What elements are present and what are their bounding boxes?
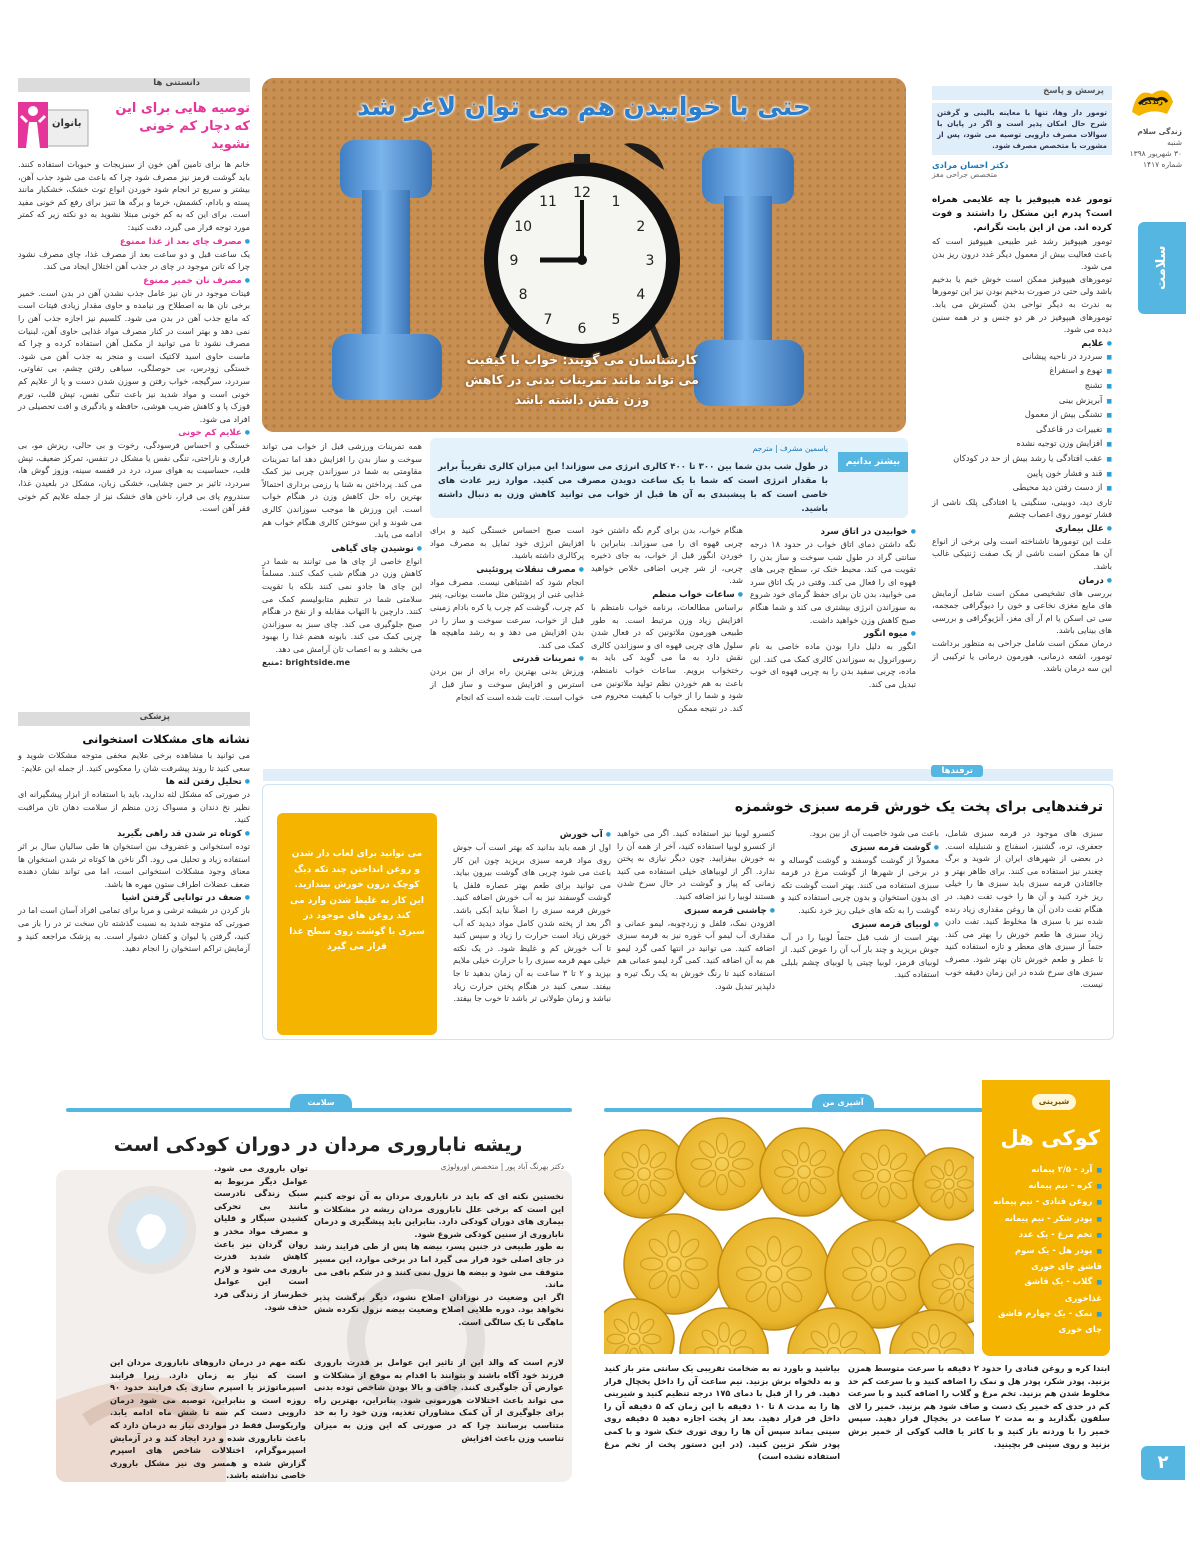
list-item: ■ عقب افتادگی یا رشد بیش از حد در کودکان [932, 452, 1112, 467]
health-p3: اگر این وضعیت در نوزادان اصلاح نشود، دیگر برگشت پذیر نخواهد بود. دوره طلایی اصلاح وضعیت بیضه نزول نکرده شش ماهگی تا یک سالگی است. [314, 1291, 564, 1327]
health-col-1 [314, 1190, 564, 1382]
left-h3: ● علایم کم خونی [18, 428, 250, 438]
feature-col-3 [430, 524, 584, 760]
qa-header [932, 86, 1112, 100]
feature-col2-heading: ● ساعات خواب منظم [591, 590, 743, 600]
page-number [1141, 1446, 1185, 1480]
medical-p3: باز کردن در شیشه ترشی و مربا برای تمامی افراد آسان است اما در صورتی که متوجه شدید به نسبت گذشته تان سخت تر در را باز می کنید، گرفتن پا لیوان و کفتان دشوار است. به پزشک مراجعه کنید و آزمایش تراکم استخوان را انجام دهید. [18, 905, 250, 954]
qa-intro-text: تومور دار وها، تنها با معاینه بالینی و گرفتن شرح حال امکان پذیر است و اگر در پایان با سوالات مصرف دارویی توصیه می شود، پس از مشورت با متخصص مصرف شود. [937, 108, 1107, 150]
recipe-step-2 [604, 1362, 840, 1480]
medical-header [18, 712, 250, 726]
left-p3: فیتات موجود در نان نیز عامل جذب نشدن آهن در بدن است. خمیر برخی نان ها به اصطلاح ور نیامده و حاوی مقدار زیادی فیتات است که مانع جذب آهن در بدن می شود. کلسیم نیز اجازه جذب آهن را نمی دهد و بهتر است در کنار مصرف مواد غذایی حاوی آهن، لبنیات مصرف نشود تا می توانید از مکمل آهن استفاده کرده و چرا که ماست حاوی اسید لاکتیک است و منجر به جذب آهن می شود. خستگی زودرس، بی حوصلگی، سیاهی رفتن چشم، بی تفاوتی، سردرد، سرگیجه، خواب رفتن و سوزن شدن دست و پا از علایم کم خونی است و مواد شدید نیز باعث تنگی نفس، تپش قلب، تورم قوزک پا و کاهش ضریب هوشی، حافظه و یادگیری و افت تحصیلی در افراد می شود. [18, 287, 250, 424]
feature-col4-heading: ● نوشیدن چای گیاهی [262, 544, 422, 554]
tips-c4-text: اول از همه باید بدانید که بهتر است آب جوش روی مواد قرمه سبزی بریزید چون این کار باعث می شود چربی های گوشت بیرون بیاید. می توانید برای طعم بهتر عصاره فلفل یا گوشت گوسفند نیز به آب خورش اضافه کنید. خورش قرمه سبزی را اصلاً نباید آبکی باشد. اگر بعد از پخته شدن کامل مواد دیدید که آب خورش زیاد است حرارت را زیاد و سپس کنید تا آب خورش کم و غلیظ شود. در یک نکته خیلی مهم قرمه سبزی را با حرارت خیلی ملایم بپزید و ۲ تا ۳ ساعت به آن زمان بدهید تا جا بیفتد. سعی کنید در هنگام پختن حرارت زیاد نباشد و زمان طولانی تر باشد تا خوب جا بیفتد. [453, 842, 611, 1004]
qa-cause-heading: ● علل بیماری [932, 524, 1112, 534]
left-h1: ● مصرف چای بعد از غذا ممنوع [18, 237, 250, 247]
clock-number: 1 [611, 194, 621, 211]
date: ۳۰ شهریور ۱۳۹۸ [1129, 149, 1182, 158]
feature-col1-heading-2: ● میوه انگور [750, 629, 916, 639]
qa-treatment-2: درمان ممکن است شامل جراحی به منظور برداشت تومور، اشعه درمانی، هورمون درمانی یا ترکیبی از این سه درمان باشد. [932, 638, 1112, 674]
masthead [1122, 82, 1182, 232]
list-item: ■ نمک - یک چهارم قاشق چای خوری [988, 1306, 1102, 1337]
recipe-step-1 [848, 1362, 1110, 1480]
qa-symptoms-list [932, 350, 1112, 496]
health-col-3 [110, 1356, 306, 1481]
tips-box [262, 766, 1114, 1040]
list-item: ■ تشنج [932, 379, 1112, 394]
clock-number: 5 [611, 311, 621, 328]
tips-c2-heading: ● گوشت قرمه سبزی [781, 843, 939, 853]
feature-col1-text: نگه داشتن دمای اتاق خواب در حدود ۱۸ درجه سانتی گراد در طول شب سوخت و ساز بدن را تقویت می کند. محیط خنک تر، سطح چربی های قهوه ای را فعال می کند. وقتی در یک اتاق سرد می خوابید، بدن تان برای حفظ گرمای خود شروع به سوزاندن انرژی بیشتری می کند و شما هنگام صبح کاهش وزن خواهید داشت. [750, 539, 916, 625]
clock-number: 6 [577, 321, 587, 337]
left-p1: خانم ها برای تامین آهن خون از سبزیجات و حبوبات استفاده کنند. باید گوشت قرمز نیز مصرف شود چرا که باعث می شود جذب آهن، بیشتر و سریع تر انجام شود خوردن انواع توت خشک، خشکبار مانند پسته و بادام، کشمش، خرما و برگه ها تنیز برای رفع کم خونی مفید است. برای این که به کم خونی مبتلا نشوید به دو نکته زیر که کمتر مورد توجه قرار می گیرد، دقت کنید: [18, 159, 250, 232]
list-item: ■ روغن قنادی - نیم پیمانه [988, 1194, 1102, 1210]
day: شنبه [1167, 138, 1182, 147]
medical-h3: ● ضعف در توانایی گرفتن اشیا [18, 893, 250, 903]
tips-c2-text-2: بهتر است از شب قبل حتماً لوبیا را در آب جوش بریزید و چند بار آب آن را عوض کنید. از لوبیای قرمز، لوبیا چیتی یا لوبیای چشم بلبلی استفاده کنید. [781, 931, 939, 980]
clock-number: 12 [573, 185, 591, 201]
medical-intro: می توانید با مشاهده برخی علایم مخفی متوجه مشکلات شوید و سعی کنید تا روند پیشرفت شان را معکوس کنید. از جمله این علایم: [18, 750, 250, 773]
feature-col3-text-3: ورزش بدنی بهترین راه برای از بین بردن استرس و افزایش سوخت و ساز قبل از خواب است. ثابت شده است که انجام [430, 666, 584, 702]
qa-intro [932, 103, 1112, 155]
more-info-box [430, 438, 908, 518]
health-title: ریشه ناباروری مردان در دوران کودکی است [113, 1134, 523, 1156]
health-col-1b [314, 1356, 564, 1476]
feature-col2-text-2: براساس مطالعات، برنامه خواب نامنظم با افزایش زیاد وزن مرتبط است. به طور طبیعی هورمون ملاتونین که در فعال شدن سلول های چربی قهوه ای و سوزاندن کالری نقش دارد به ما می گوید کی باید به رختخواب برویم. ساعات خواب نامنظم، باعث به هم خوردن نظم تولید ملاتونین می شود و شما را از خواب با کیفیت محروم می کند. در نتیجه ممکن [591, 601, 743, 713]
recipe-tag: شیرینی [1032, 1094, 1076, 1110]
issue: شماره ۱۴۱۷ [1143, 160, 1182, 169]
more-info-tag: بیشتر بدانیم [838, 452, 908, 472]
left-article-title: توصیه هایی برای این که دچار کم خونی نشوید [115, 101, 250, 152]
list-item: ■ تهوع و استفراغ [932, 364, 1112, 379]
feature-col-1 [750, 524, 916, 760]
list-item: ■ تغییرات در قاعدگی [932, 423, 1112, 438]
feature-image [262, 78, 906, 432]
recipe-ingredients-box [982, 1080, 1110, 1356]
medical-p2: توده استخوانی و غضروف بین استخوان ها طی سالیان سال بر اثر استفاده زیاد و تحلیل می رود. اگر ناخن ها کوتاه تر شدن استخوان ها معنای وجود مشکلات استخوانی است، اما می تواند نشان دهنده ضعف عضلات اطراف ستون مهره ها باشد. [18, 840, 250, 889]
cookie-illustration [604, 1114, 974, 1354]
medical-tag: پزشکی [139, 712, 170, 722]
tips-header-bar [263, 769, 1113, 781]
clock-number: 11 [539, 194, 557, 211]
qa-answer-2: تومورهای هیپوفیز ممکن است خوش خیم یا بدخیم باشد ولی حتی در صورت بدخیم بودن نیز این تومورها به ندرت به دیگر نواحی بدن گسترش می یابد. تومورهای هیپوفیز در هر دو جنس و در همه سنین دیده می شود. [932, 273, 1112, 335]
clock-number: 10 [514, 219, 533, 235]
recipe-ingredients-list [988, 1162, 1102, 1337]
qa-treatment-heading: ● درمان [932, 576, 1112, 586]
medical-h2: ● کوتاه تر شدن قد راهی بگیرید [18, 829, 250, 839]
knowledge-tag: دانستنی ها [153, 78, 200, 88]
medical-p1: در صورتی که مشکل لثه ندارید، باید با استفاده از ابزار پیشگیرانه ای نظیر نخ دندان و مسواک زدن منظم از سلامت دهان تان مراقبت کنید. [18, 789, 250, 825]
clock-number: 2 [636, 219, 646, 235]
more-info-author: یاسمین مشرف | مترجم [752, 444, 828, 453]
section-tab [1138, 222, 1186, 314]
health-p4: لازم است که والد این از تاثیر این عوامل بر قدرت باروری فرزند خود آگاه باشند و بتوانند با اقدام به موقع از مشکلات و عوارض آن جلوگیری کنند. چاقی و بالا بودن شاخص توده بدنی می تواند باعث اختلالات هورمونی شود. بنابراین، بهترین راه برای جلوگیری از آن کمک مشاوران تغذیه، وزن خود را به حد متناسب برسانند چرا که در صورتی که این وزن به میزان تناسب وزن باعث افزایش [314, 1357, 564, 1443]
clock-number: 4 [636, 287, 646, 303]
tips-title: ترفندهایی برای پخت یک خورش قرمه سبزی خوشمزه [734, 799, 1103, 815]
tips-c2: باعث می شود خاصیت آن از بین برود. [809, 828, 939, 838]
feature-col3-heading-2: ● تمرینات قدرتی [430, 654, 584, 664]
health-p5: توان باروری می شود. عوامل دیگر مربوط به سبک زندگی نادرست مانند بی تحرکی کشیدن سیگار و قلیان و مصرف مواد مخدر و روان گردان نیز باعث کاهش شدید قدرت باروری می شود و لازم است این عوامل خطرساز از زندگی فرد حذف شود. [214, 1163, 308, 1312]
feature-caption: کارشناسان می گویند: خواب با کیفیت می تواند مانند تمرینات بدنی در کاهش وزن نقش داشته باشد [465, 352, 699, 407]
feature-col1-text-2: انگور به دلیل دارا بودن ماده خاصی به نام رسوراترول به سوزاندن کالری کمک می کند. این ماده، چربی سفید بدن را به چربی قهوه ای خوب تبدیل می کند. [750, 641, 916, 689]
tips-col-1 [945, 827, 1103, 1037]
feature-col1-heading: ● خوابیدن در اتاق سرد [750, 527, 916, 537]
health-p6: نکته مهم در درمان داروهای ناباروری مردان این است که نیاز به زمان دارد. زیرا فرایند اسپرماتوژنز یا اسپرم سازی یک فرایند حدود ۹۰ روزه است و بنابراین، توصیه می شود درمان دارویی دست کم سه تا شش ماه ادامه یابد. واریکوسل فقط در مواردی نیاز به درمان دارد که باعث ناباروری شده و درد ایجاد کند و در آزمایش اسپرموگرام، اختلالات شاخص های اسپرم گزارش شده و همسر وی نیز مشکل باروری خاصی نداشته باشد. [110, 1357, 306, 1481]
tips-yellow-text: می توانید برای لعاب دار شدن و روغن انداختن چند تکه دیگ کوچک درون خورش بیندازید. این کار به غلیظ شدن وارد می کند روغن های موجود در سبزی با گوشت روی سطح غذا قرار می گیرد [289, 849, 425, 952]
tips-c1: سبزی های موجود در قرمه سبزی شامل، جعفری، تره، گشنیز، اسفناج و شنبلیله است. در بعضی از شهرهای ایران از شوید و برگ چغندر نیز استفاده می کنند. برای ظاهر بهتر و جاافتادن قرمه سبزی باید سبزی ها را خیلی ریز خرد کنید و آن ها را خوب تفت دهید. در هنگام تفت دادن آن ها روغن مقداری زیاد رنده شده نیز با سبزی ها مخلوط کنید. تفت دادن زیاد سبزی ها طعم خورش را بهتر می کند. حتماً از سبزی های معطر و تازه استفاده کنید تا عطر و طعم خورش تان بهتر شود. مصرف سبزی های سرخ شده در این زمان دقیقه خوب نیست. [945, 828, 1103, 990]
tips-col-3 [617, 827, 775, 1037]
left-p4: خستگی و احساس فرسودگی، رخوت و بی حالی، ریزش مو، بی قراری و ناراحتی، تنگی نفس یا مشکل در تنفس، تمرکز ضعیف، تپش قلب، حساسیت به هوای سرد، درد در قفسه سینه، وزوز گوش ها، سردرد، تاثیر بر حس چشایی، خشکی زبان، مشکل در بلعیدن غذا، سندروم پای بی قرار، ناخن های خشک نیز از جمله علایم کم خونی فقر آهن است. [18, 440, 250, 514]
list-item: ■ افزایش وزن توجیه نشده [932, 437, 1112, 452]
qa-header-label: پرسش و پاسخ [1043, 86, 1104, 96]
qa-cause: علت این تومورها ناشناخته است ولی برخی از انواع آن ها ممکن است ناشی از یک صفت ژنتیکی غالب باشد. [932, 535, 1112, 572]
feature-title: حتی با خوابیدن هم می توان لاغر شد [357, 92, 811, 121]
clock-number: 8 [518, 287, 528, 303]
page-number-label: ۲ [1157, 1452, 1169, 1473]
left-p2: یک ساعت قبل و دو ساعت بعد از مصرف غذا، چای مصرف نشود چرا که تانن موجود در چای در جذب آهن اختلال ایجاد می کند. [18, 248, 250, 272]
feature-source: منبع: brightside.me [262, 656, 351, 667]
list-item: ■ گلاب - یک قاشق غذاخوری [988, 1274, 1102, 1305]
feature-col-4 [262, 440, 422, 760]
medical-section [18, 712, 250, 1042]
recipe-kitchen-tag: آشپزی من [812, 1094, 874, 1112]
list-item: ■ قند و فشار خون پایین [932, 467, 1112, 482]
list-item: ■ پودر هل - یک سوم قاشق چای خوری [988, 1243, 1102, 1274]
list-item: ■ تشنگی بیش از معمول [932, 408, 1112, 423]
qa-treatment-1: بررسی های تشخیصی ممکن است شامل آزمایش های مایع مغزی نخاعی و خون را دیوگرافی جمجمه، سی تی اسکن یا ام آر آی مغز، آنژیوگرافی و بررسی های بینایی باشد. [932, 587, 1112, 636]
feature-col3-heading: ● مصرف تنقلات پروتئینی [430, 565, 584, 575]
left-column [18, 78, 250, 768]
health-tag: سلامت [290, 1094, 352, 1112]
tips-yellow-box [277, 813, 437, 1035]
tips-c4-heading: ● آب خورش [453, 830, 611, 840]
tips-col-2 [781, 827, 939, 1037]
tips-col-4 [453, 827, 611, 1037]
qa-symptoms-heading: ● علایم [932, 339, 1112, 349]
list-item: ■ آرد - ۲/۵ پیمانه [988, 1162, 1102, 1178]
clock-number: 9 [509, 253, 519, 269]
cookie [760, 1128, 848, 1216]
feature-col-2 [591, 524, 743, 760]
medical-h1: ● تحلیل رفتن لثه ها [18, 777, 250, 787]
qa-author: دکتر احسان مرادی [932, 160, 1009, 170]
clock-number: 3 [645, 253, 655, 269]
medical-title: نشانه های مشکلات استخوانی [82, 732, 250, 746]
recipe-step-2-text: بیاشید و باورد نه به ضخامت تقریبی یک سانتی متر باز کنید و به دلخواه برش بزنید. نیم ساعت آن را داخل یخچال قرار دهید. فر را از قبل با دمای ۱۷۵ درجه تنظیم کنید و شیرینی ها را به مدت ۸ تا ۱۰ دقیقه با این زمان که ۵ دقیقه آن را داخل فر قرار دهید. بعد از پخت اجازه دهید ۵ دقیقه روی سینی بماند سپس آن ها را روی توری خنک شود و با کمی پودر شکر تزیین کنید. (در این دستور پخت از تخم مرغ استفاده نشده است) [604, 1363, 840, 1462]
recipe-step-1-text: ابتدا کره و روغن قنادی را حدود ۲ دقیقه با سرعت متوسط همزن بزنید. پودر شکر، پودر هل و نمک را اضافه کنید و با سرعت کم حد مخلوط شدن هم بزنید. تخم مرغ و گلاب را اضافه کنید و با سرعت کم در حدی که خمیر یک دست و صاف شود هم بزنید. خمیر را لای سلفون بگذارید و به مدت ۲ ساعت در یخچال قرار دهید. سپس خمیر را با وردنه باز کنید و با کاتر یا قالب کوکی از خمیر برش بزنید و روی سینی فر بچینید. [848, 1363, 1110, 1449]
list-item: ■ پودر شکر - نیم پیمانه [988, 1211, 1102, 1227]
feature-col3-text: است صبح احساس خستگی کنید و برای افزایش انرژی خود تمایل به مصرف مواد پرکالری داشته باشید. [430, 525, 584, 561]
tips-tag: ترفندها [931, 765, 983, 777]
tips-c2-heading-2: ● لوبیای قرمه سبزی [781, 920, 939, 930]
knowledge-header [18, 78, 250, 92]
section-label: سلامت [1154, 245, 1169, 291]
qa-answer-1: تومور هیپوفیز رشد غیر طبیعی هیپوفیز است که باعث فعالیت بیش از معمول دیگر غدد درون ریز بدن می شود. [932, 236, 1112, 272]
women-badge [18, 102, 90, 150]
tips-c3-heading: ● چاشنی قرمه سبزی [617, 906, 775, 916]
health-p1: نخستین نکته ای که باید در ناباروری مردان به آن توجه کنیم این است که برخی علل ناباروری مردان ریشه در مشکلات و بیماری های دوران کودکی دارد. بنابراین باید پیشگیری و درمان ناباروری از سنین کودکی شروع شود. [314, 1191, 564, 1239]
cookie-photo [604, 1114, 974, 1354]
more-info-text: در طول شب بدن شما بین ۳۰۰ تا ۴۰۰ کالری انرژی می سوزاند! این میزان کالری تقریباً برابر با مقدار انرژی است که شما با یک ساعت دویدن مصرف می کنید. موارد زیر عادت های خاصی است که با پیشبندی به آن ها قبل از خواب می توانید کاهش وزن به دنبال داشته باشید. [438, 462, 829, 514]
recipe-title: کوکی هل [1000, 1126, 1100, 1150]
list-item: ■ از دست رفتن دید محیطی [932, 481, 1112, 496]
feature-col4-text-2: انواع خاصی از چای ها می توانند به شما در کاهش وزن در هنگام شب کمک کنند. مسلماً این چای ها جادو نمی کنند بلکه با تقویت سلامتی شما در تنظیم متابولیسم کمک می کنند. دارچین با التهاب مقابله و از نفخ در هنگام صبح جلوگیری می کند. چای سبز به سوزاندن چربی کمک می کند. بابونه هضم غذا را بهبود می بخشد و به اعصاب تان آرامش می دهد. [262, 555, 422, 654]
qa-column [932, 86, 1112, 776]
left-h2: ● مصرف نان خمیر ممنوع [18, 276, 250, 286]
qa-vision: تاری دید، دوبینی، سنگینی یا افتادگی پلک ناشی از فشار تومور روی اعصاب چشم [932, 496, 1112, 520]
feature-col3-text-2: انجام شود که اشتباهی نیست. مصرف مواد غذایی غنی از پروتئین مثل ماست یونانی، پنیر کم چرب، گوشت کم چرب یا کره بادام زمینی قبل از خواب، سرعت سوخت و ساز را در بدن افزایش می دهد و به رشد ماهیچه ها کمک می کند. [430, 576, 584, 650]
list-item: ■ کره - نیم پیمانه [988, 1178, 1102, 1194]
tips-c3: کنسرو لوبیا نیز استفاده کنید. اگر می خواهید از کنسرو لوبیا استفاده کنید، آخر از همه آن را به خورش بیفزایید. چون دیگر نیازی به پختن ندارد. اگر از لوبیاهای خیلی استفاده می کنید زمانی که پیاز و گوشت در حال سرخ شدن هستند لوبیا را نیز اضافه کنید. [617, 828, 775, 901]
cookie [604, 1130, 688, 1218]
list-item: ■ آبریزش بینی [932, 394, 1112, 409]
logo [1127, 82, 1177, 120]
health-fetus-icon [124, 1202, 180, 1258]
clock-number: 7 [543, 311, 553, 328]
cookie [676, 1118, 768, 1210]
qa-question: تومور غده هیپوفیز با چه علایمی همراه است؟ پدرم این مشکل را داشتند و فوت کرده اند. من از این بابت نگرانم. [932, 195, 1112, 233]
women-label: بانوان [52, 118, 82, 129]
feature-col2-text: هنگام خواب، بدن برای گرم نگه داشتن خود چربی قهوه ای را می سوزاند. بنابراین با خوردن انگور قبل از خواب، به جای ذخیره چربی، از شر چربی اضافی خلاص خواهید شد. [591, 525, 743, 586]
feature-col4-text: همه تمرینات ورزشی قبل از خواب می تواند سوخت و ساز بدن را افزایش دهد اما تمرینات مقاومتی به شما در سوزاندن چربی نیز کمک می کند. پرداختن به شنا یا رزمی برداری احتمالاً بهترین راه حل کاهش وزن در هنگام خواب است. این ورزش ها موجب سوزاندن کالری می شوند و این سوختن کالری هنگام خواب هم ادامه می یابد. [262, 441, 422, 540]
qa-role: متخصص جراحی مغز [932, 170, 998, 179]
health-author: دکتر بهرنگ آباد پور | متخصص اورولوژی [440, 1162, 564, 1171]
tips-c3-text: افزودن نمک، فلفل و زردچوبه، لیمو عمانی و مقداری آب لیمو آب غوره نیز به قرمه سبزی اضافه کنید. می توانید در انتها کمی گرد لیمو هم به آن اضافه کنید. کمی گرد لیمو عمانی هم استفاده کنید تا رنگ خورش به یک رنگ تیره و دلپذیر تبدیل شود. [617, 917, 775, 991]
paper-name: زندگی سلام [1137, 127, 1182, 136]
list-item: ■ تخم مرغ - یک عدد [988, 1227, 1102, 1243]
health-col-2 [214, 1162, 308, 1352]
tips-c2-text: معمولاً از گوشت گوسفند و گوشت گوساله و در برخی از شهرها از گوشت مرغ در قرمه سبزی استفاده می کنند. بهتر است گوشت تکه ای بدون استخوان و بدون چربی استفاده کنید و گوشت را به تکه های خیلی ریز خرد نکنید. [781, 854, 939, 915]
health-p2: به طور طبیعی در جنین پسر، بیضه ها پس از طی فرایند رشد در جای اصلی خود قرار می گیرد اما در برخی موارد، این مسیر متوقف می شود و بیضه ها نزول نمی کنند و در شکم باقی می ماند. [314, 1241, 564, 1290]
logo-text: زندگی [1141, 98, 1163, 106]
list-item: ■ سردرد در ناحیه پیشانی [932, 350, 1112, 365]
